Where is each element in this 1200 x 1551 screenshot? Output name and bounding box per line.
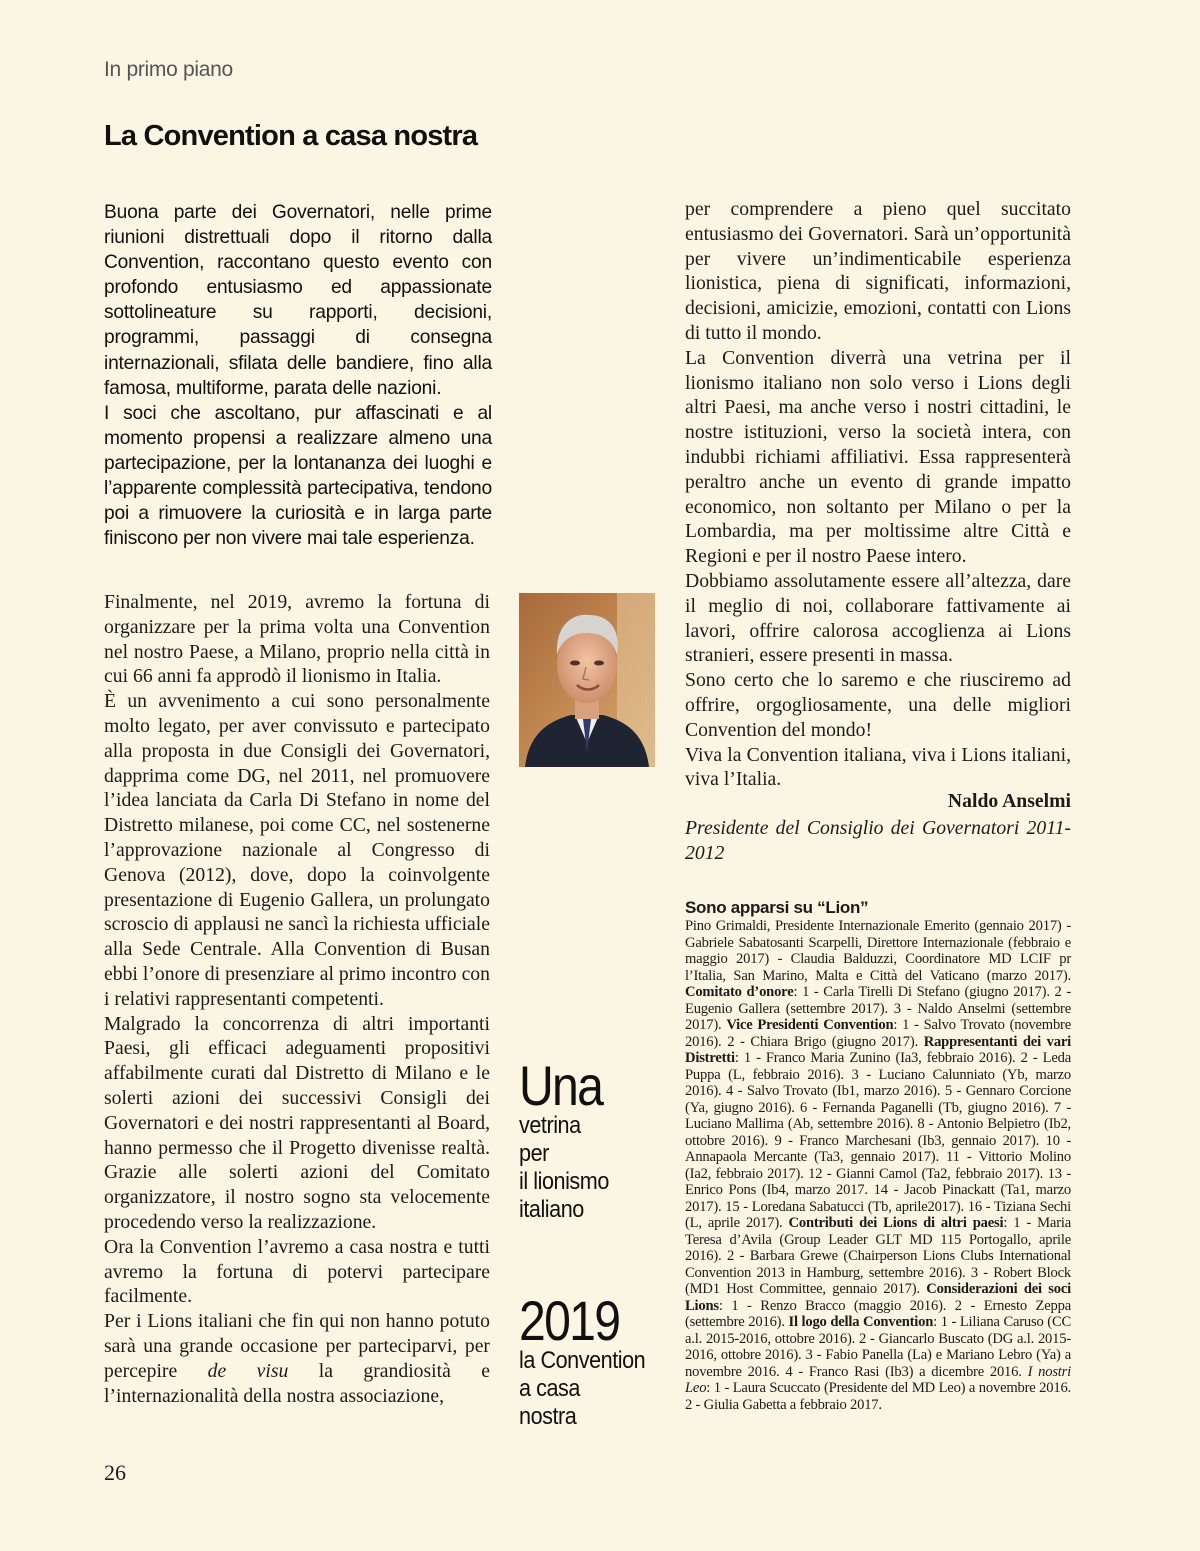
pull-quote-line: per: [519, 1140, 549, 1167]
body-paragraph: È un avvenimento a cui sono personalmente molto legato, per aver convissuto e partecipato alla proposta in due Consigli dei Governatori, dapprima come DG, nel 2011, nel promuovere l’idea lanciata da Carla Di Stefano in nome del Distretto milanese, poi come CC, nel sostenerne l’approvazione nazionale al Congresso di Genova (2012), dove, dopo la coinvolgente presentazione di Eugenio Gallera, un prolungato scroscio di applausi ne sancì la richiesta ufficiale alla Sede Centrale. Alla Convention di Busan ebbi l’onore di presenziare al primo incontro con i relativi rappresentanti competenti.: [104, 690, 490, 1010]
sidebar-text: [685, 918, 1071, 1413]
sidebar-segment: : 1 - Franco Maria Zunino (Ia3, febbraio 2016). 2 - Leda Puppa (L, febbraio 2016). 3 - Luciano Calunniato (Yb, marzo 2016). 4 - Salvo Trovato (Ib1, marzo 2016). 5 - Gennaro Corcione (Ya, giugno 2016). 6 - Fernanda Paganelli (Tb, giugno 2016). 7 - Luciano Mallima (Ab, settembre 2016). 8 - Antonio Belpietro (Ib2, ottobre 2016). 9 - Franco Marchesani (Ib3, gennaio 2017). 10 - Annapaola Mercante (Ta3, gennaio 2017). 11 - Vittorio Molino (Ia2, febbraio 2017). 12 - Gianni Camol (Ta2, febbraio 2017). 13 - Enrico Pons (Ib4, marzo 2017. 14 - Jacob Pinackatt (Ta1, marzo 2017). 15 - Loredana Sabatucci (Tb, aprile2017). 16 - Tiziana Sechi (L, aprile 2017).: [685, 1050, 1071, 1231]
body-paragraph: Dobbiamo assolutamente essere all’altezza, dare il meglio di noi, collaborare fattivamente ai lavori, offrire calorosa accoglienza ai Lions stranieri, essere presenti in massa.: [685, 569, 1071, 667]
sidebar-title: Sono apparsi su “Lion”: [685, 898, 869, 917]
pull-quote-vetrina: [519, 1054, 619, 1224]
sidebar-segment: Pino Grimaldi, Presidente Internazionale Emerito (gennaio 2017) - Gabriele Sabatosanti Scarpelli, Direttore Internazionale (febbraio e maggio 2017) - Claudia Balduzzi, Coordinatore MD LCIF pr l’Italia, San Marino, Malta e Città del Vaticano (marzo 2017).: [685, 918, 1071, 984]
body-text: Per i Lions italiani che fin qui non hanno potuto sarà una grande occasione per parteciparvi, per percepire: [104, 1310, 490, 1382]
pull-quote-2019: [519, 1289, 659, 1431]
body-paragraph: Viva la Convention italiana, viva i Lions italiani, viva l’Italia.: [685, 743, 1071, 791]
page-number: 26: [104, 1460, 126, 1485]
pull-quote-line: nostra: [519, 1403, 577, 1430]
body-column-right: [685, 197, 1071, 792]
pull-quote-big: Una: [519, 1054, 603, 1117]
author-role: Presidente del Consiglio dei Governatori 2011-2012: [685, 817, 1071, 864]
body-paragraph: La Convention diverrà una vetrina per il lionismo italiano non solo verso i Lions degli altri Paesi, ma anche verso i nostri cittadini, le nostre istituzioni, verso la società intera, con indubbi richiami affiliativi. Essa rappresenterà peraltro anche un evento di grande impatto economico, non soltanto per Milano o per la Lombardia, ma per moltissime altre Città e Regioni e per il nostro Paese intero.: [685, 346, 1071, 568]
author-name: Naldo Anselmi: [947, 790, 1071, 812]
sidebar-segment: : 1 - Laura Scuccato (Presidente del MD Leo) a novembre 2016. 2 - Giulia Gabetta a febbraio 2017.: [685, 1380, 1071, 1413]
sidebar-heading: Comitato d’onore: [685, 984, 794, 1000]
body-text: la grandiosità e l’internazionalità della nostra associazione,: [104, 1359, 490, 1407]
section-label: In primo piano: [104, 58, 233, 81]
sidebar-heading: Considerazioni dei soci Lions: [685, 1281, 1071, 1314]
pull-quote-line: italiano: [519, 1196, 584, 1223]
body-paragraph: per comprendere a pieno quel succitato entusiasmo dei Governatori. Sarà un’opportunità per vivere un’indimenticabile esperienza lionistica, piena di significati, informazioni, decisioni, amicizie, emozioni, contatti con Lions di tutto il mondo.: [685, 198, 1071, 344]
pull-quote-line: vetrina: [519, 1112, 581, 1139]
sidebar-heading: Rappresentanti dei vari Distretti: [685, 1033, 1071, 1066]
sidebar-segment: : 1 - Carla Tirelli Di Stefano (giugno 2017). 2 - Eugenio Gallera (settembre 2017). 3 - Naldo Anselmi (settembre 2017).: [685, 984, 1071, 1033]
sidebar-segment: : 1 - Liliana Caruso (CC a.l. 2015-2016, ottobre 2016). 2 - Giancarlo Buscato (DG a.l. 2015-2016, ottobre 2016). 3 - Fabio Panella (La) e Mariano Lebro (Ya) a novembre 2016. 4 - Franco Rasi (Ib3) a dicembre 2016.: [685, 1314, 1072, 1380]
body-paragraph: Malgrado la concorrenza di altri importanti Paesi, gli efficaci adeguamenti propositivi affabilmente curati dal Distretto di Milano e le solerti azioni dei successivi Consigli dei Governatori e dei nostri rappresentanti al Board, hanno permesso che il Progetto divenisse realtà. Grazie alle solerti azioni del Comitato organizzatore, il nostro sogno sta velocemente procedendo verso la realizzazione.: [104, 1012, 490, 1233]
body-column-left: [104, 590, 490, 1408]
pull-quote-line: la Convention: [519, 1347, 646, 1374]
pull-quote-line: a casa: [519, 1375, 580, 1402]
sidebar-segment: : 1 - Renzo Bracco (maggio 2016). 2 - Ernesto Zeppa (settembre 2016).: [685, 1297, 1071, 1330]
sidebar-segment: : 1 - Salvo Trovato (novembre 2016). 2 - Chiara Brigo (giugno 2017).: [685, 1017, 1071, 1050]
lead-paragraph: [104, 200, 492, 551]
body-paragraph: [104, 1309, 490, 1408]
author-photo: [519, 593, 655, 767]
article-title: La Convention a casa nostra: [104, 120, 478, 152]
sidebar-italic: I nostri Leo: [685, 1363, 1071, 1396]
body-paragraph: Finalmente, nel 2019, avremo la fortuna di organizzare per la prima volta una Convention nel nostro Paese, a Milano, proprio nella città in cui 66 anni fa approdò il lionismo in Italia.: [104, 591, 490, 688]
pull-quote-line: il lionismo: [519, 1168, 609, 1195]
portrait-image: [519, 593, 655, 767]
lead-paragraph-2: I soci che ascoltano, pur affascinati e al momento propensi a realizzare almeno una partecipazione, per la lontananza dei luoghi e l’apparente complessità partecipativa, tendono poi a rimuovere la curiosità e in larga parte finiscono per non vivere mai tale esperienza.: [104, 402, 492, 550]
body-paragraph: Ora la Convention l’avremo a casa nostra e tutti avremo la fortuna di potervi partecipare facilmente.: [104, 1235, 490, 1308]
sidebar-segment: : 1 - Maria Teresa d’Avila (Group Leader GLT MD 115 Portogallo, aprile 2016). 2 - Barbara Grewe (Chairperson Lions Clubs International Convention 2013 in Hamburg, settembre 2016). 3 - Robert Block (MD1 Host Committee, gennaio 2017).: [685, 1215, 1071, 1297]
body-paragraph: Sono certo che lo saremo e che riusciremo ad offrire, orgogliosamente, una delle migliori Convention del mondo!: [685, 669, 1071, 741]
body-italic-text: de visu: [207, 1359, 289, 1382]
pull-quote-big: 2019: [519, 1289, 620, 1352]
sidebar-heading: Contributi dei Lions di altri paesi: [788, 1215, 1004, 1231]
lead-paragraph-1: Buona parte dei Governatori, nelle prime riunioni distrettuali dopo il ritorno dalla Convention, raccontano questo evento con profondo entusiasmo ed appassionate sottolineature su rapporti, decisioni, programmi, passaggi di consegna internazionali, sfilata delle bandiere, fino alla famosa, multiforme, parata delle nazioni.: [104, 202, 492, 399]
sidebar-heading: Il logo della Convention: [788, 1314, 934, 1330]
sidebar-heading: Vice Presidenti Convention: [726, 1017, 894, 1033]
